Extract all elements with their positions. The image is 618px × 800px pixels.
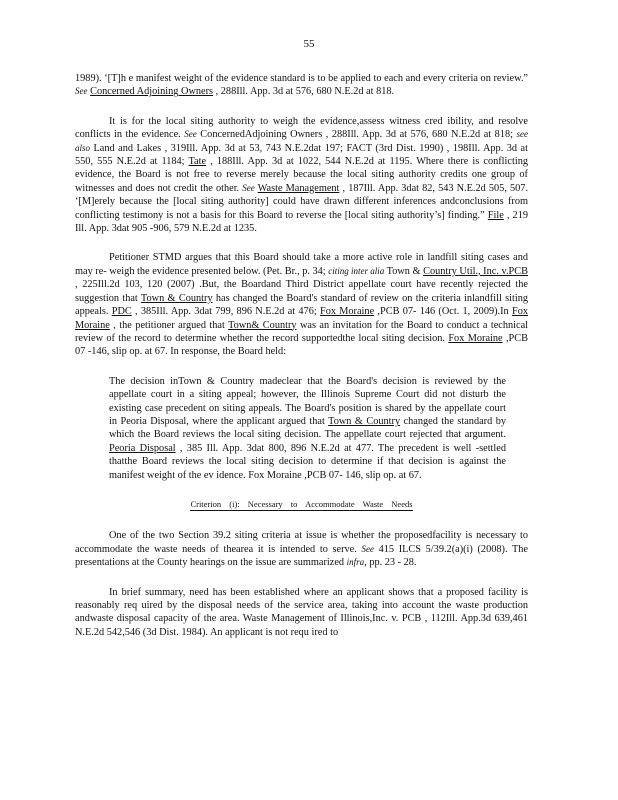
text-run: 415 ILCS 5/39.2(a)(i) (2008). The presentations at the County hearings on the issue are summarized (75, 543, 528, 569)
text-run: Petitioner STMD argues that this Board should take a more active role in landfill siting cases and may re- weigh the evidence presented below. (Pet. Br., p. 34; (75, 252, 528, 277)
document-body (75, 72, 528, 655)
text-run: , the petitioner argued that (109, 319, 229, 331)
case-citation: Country Util., Inc. v.PCB (423, 265, 528, 277)
text-run: changed the standard by which the Board reviews the local siting decision. The appellate court rejected that argument. (109, 415, 506, 441)
paragraph-brief-summary (75, 586, 528, 640)
text-run: , 385 Ill. App. 3dat 800, 896 N.E.2d at 477. The precedent is well -settled thatthe Board reviews the local siting decision to determine if that decision is against the manifest weight of the ev idence. Fox Moraine ,PCB 07- 146, slip op. at 67. (109, 442, 507, 481)
paragraph-criterion-i (75, 529, 528, 569)
case-citation: Town& Country (228, 319, 297, 331)
case-citation: Fox Moraine (75, 306, 528, 331)
signal-word: infra (346, 557, 365, 568)
text-run: Land and Lakes , 319Ill. App. 3d at 53, 743 N.E.2dat 197; FACT (3rd Dist. 1990) , 198Ill. App. 3d at 550, 555 N.E.2d at 1184; (75, 142, 528, 168)
text-run: Town & (384, 265, 424, 277)
text-run: Criterion (i): Necessary to Accommodate Waste Needs (190, 498, 413, 509)
case-citation: Concerned Adjoining Owners (90, 86, 214, 98)
text-run: , 188Ill. App. 3d at 1022, 544 N.E.2d at 1195. Where there is conflicting evidence, the Board is not free to reverse merely because the local siting authority credits one group of witnesses and does not credit the other. (75, 156, 528, 194)
signal-word: see also (75, 129, 528, 153)
text-run: 1989). ‘[T]h e manifest weight of the evidence standard is to be applied to each and every criteria on review.” (75, 73, 528, 84)
signal-word: See (184, 129, 197, 140)
paragraph-manifest-weight (75, 72, 528, 99)
text-run: , 225Ill.2d 103, 120 (2007) .But, the Boardand Third District appellate court have recently rejected the suggestion that (75, 279, 528, 304)
case-citation: Peoria Disposal (109, 442, 176, 454)
text-run: , 385Ill. App. 3dat 799, 896 N.E.2d at 476; (131, 306, 320, 318)
case-citation: Town & Country (140, 292, 213, 304)
case-citation: Fox Moraine (448, 332, 503, 344)
case-citation: File (487, 209, 504, 221)
section-heading (75, 498, 528, 511)
signal-word: See (361, 543, 374, 554)
case-citation: Town & Country (328, 415, 401, 427)
text-run: , 288Ill. App. 3d at 576, 680 N.E.2d at 818. (213, 86, 395, 98)
text-run: ConcernedAdjoining Owners , 288Ill. App. 3d at 576, 680 N.E.2d at 818; (196, 129, 517, 141)
text-run: has changed the Board's standard of review on the criteria inlandfill siting appeals. (75, 292, 529, 318)
text-run: ,PCB 07 -146, slip op. at 67. In response, the Board held: (75, 332, 528, 358)
signal-word: See (242, 182, 255, 193)
signal-word: See (75, 86, 88, 97)
block-quote (109, 375, 506, 482)
text-run: was an invitation for the Board to conduct a technical review of the record to determine whether the record supportedthe local siting decision. (75, 319, 528, 344)
paragraph-local-siting-authority (75, 115, 528, 236)
case-citation: Tate (188, 156, 207, 168)
text-run: , 187Ill. App. 3dat 82, 543 N.E.2d 505, 507. ‘[M]erely because the [local siting authority] could have drawn different inferences andconclusions from conflicting testimony is not a basis for this Board to reverse the [local siting authority’s] finding.” (75, 182, 529, 221)
text-run: One of the two Section 39.2 siting criteria at issue is whether the proposedfacility is necessary to accommodate the waste needs of thearea it is intended to serve. (75, 530, 528, 555)
case-citation: PDC (111, 306, 132, 318)
signal-word: citing inter alia (328, 265, 385, 276)
text-run: It is for the local siting authority to weigh the evidence,assess witness cred ibility, and resolve conflicts in the evidence. (75, 115, 528, 141)
text-run: ,PCB 07- 146 (Oct. 1, 2009).In (374, 306, 512, 318)
text-run: , 219 Ill. App. 3dat 905 -906, 579 N.E.2d at 1235. (75, 209, 528, 235)
page-number: 55 (303, 38, 315, 50)
text-run: , pp. 23 - 28. (364, 557, 417, 569)
text-run: The decision inTown & Country madeclear that the Board's decision is reviewed by the appellate court in a siting appeal; however, the Illinois Supreme Court did not disturb the existing case precedent on siting appeals. The Board's position is shared by the appellate court in Peoria Disposal, where the applicant argued that (109, 375, 506, 427)
text-run: In brief summary, need has been established where an applicant shows that a proposed facility is reasonably req uired by the disposal needs of the service area, taking into account the waste production andwaste disposal capacity of the area. Waste Management of Illinois,Inc. v. PCB , 112Ill. App.3d 639,461 N.E.2d 542,546 (3d Dist. 1984). An applicant is not requ ired to (75, 586, 528, 638)
paragraph-petitioner-argument (75, 251, 528, 358)
case-citation: Fox Moraine (319, 306, 375, 318)
case-citation: Waste Management (257, 182, 340, 194)
